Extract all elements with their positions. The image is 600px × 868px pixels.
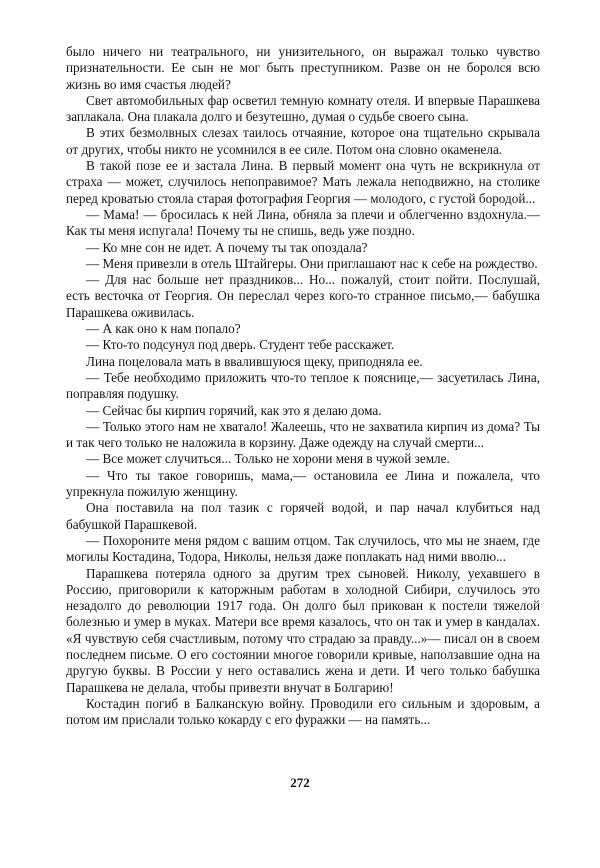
paragraph-16: — Что ты такое говоришь, мама,— остановила ее Лина и пожалела, что упрекнула пожилую женщину. — [66, 467, 540, 500]
paragraph-6: — Ко мне сон не идет. А почему ты так опоздала? — [86, 239, 368, 255]
paragraph-7: — Меня привезли в отель Штайгеры. Они приглашают нас к себе на рождество. — [86, 255, 538, 271]
page-number: 272 — [290, 775, 310, 790]
paragraph-14: — Только этого нам не хватало! Жалеешь, что не захватила кирпич из дома? Ты и так чего только не наложила в корзину. Даже одежду на случай смерти... — [66, 418, 540, 451]
paragraph-3: В этих безмолвных слезах таилось отчаяние, которое она тщательно скрывала от других, чтобы никто не усомнился в ее силе. Потом она словно окаменела. — [66, 125, 540, 157]
paragraph-10: — Кто-то подсунул под дверь. Студент тебе расскажет. — [86, 337, 395, 353]
paragraph-11: Лина поцеловала мать в ввалившуюся щеку, приподняла ее. — [86, 353, 423, 369]
paragraph-20: Костадин погиб в Балканскую войну. Проводили его сильным и здоровым, а потом им прислали только кокарду с его фуражки — на память... — [66, 695, 540, 728]
paragraph-1: было ничего ни театрального, ни унизительного, он выражал только чувство признательности. Ее сын не мог быть преступником. Разве он не боролся всю жизнь во имя счастья людей? — [66, 44, 540, 92]
paragraph-15: — Все может случиться... Только не хорони меня в чужой земле. — [86, 451, 450, 467]
paragraph-9: — А как оно к нам попало? — [86, 321, 241, 337]
page-text — [66, 44, 540, 728]
paragraph-12: — Тебе необходимо приложить что-то теплое к пояснице,— засуетилась Лина, поправляя подушку. — [66, 369, 540, 402]
paragraph-8: — Для нас больше нет праздников... Но... пожалуй, стоит пойти. Послушай, есть весточка от Георгия. Он переслал через кого-то странное письмо,— бабушка Парашкева оживилась. — [66, 272, 540, 320]
paragraph-13: — Сейчас бы кирпич горячий, как это я делаю дома. — [86, 402, 382, 418]
paragraph-17: Она поставила на пол тазик с горячей водой, и пар начал клубиться над бабушкой Парашкевой. — [66, 500, 540, 532]
paragraph-5: — Мама! — бросилась к ней Лина, обняла за плечи и облегченно вздохнула.— Как ты меня испугала! Почему ты не спишь, ведь уже поздно. — [66, 206, 540, 239]
paragraph-2: Свет автомобильных фар осветил темную комнату отеля. И впервые Парашкева заплакала. Она плакала долго и безутешно, думая о судьбе своего сына. — [66, 92, 540, 125]
paragraph-4: В такой позе ее и застала Лина. В первый момент она чуть не вскрикнула от страха — может, случилось непоправимое? Мать лежала неподвижно, на столике перед кроватью стояла старая фотография Георгия — молодого, с густой бородой... — [66, 158, 540, 206]
paragraph-19: Парашкева потеряла одного за другим трех сыновей. Николу, уехавшего в Россию, приговорили к каторжным работам в холодной Сибири, случилось это незадолго до революции 1917 года. Он долго был прикован к постели тяжелой болезнью и умер в муках. Матери все время казалось, что он так и умер в кандалах. «Я чувствую себя счастливым, потому что страдаю за правду...»— писал он в своем последнем письме. О его состоянии многое говорили кривые, наползавшие одна на другую буквы. В России у него оставались жена и дети. И чего только бабушка Парашкева не делала, чтобы привезти внучат в Болгарию! — [66, 565, 540, 695]
paragraph-18: — Похороните меня рядом с вашим отцом. Так случилось, что мы не знаем, где могилы Костадина, Тодора, Николы, нельзя даже поплакать над ними вволю... — [66, 532, 540, 565]
